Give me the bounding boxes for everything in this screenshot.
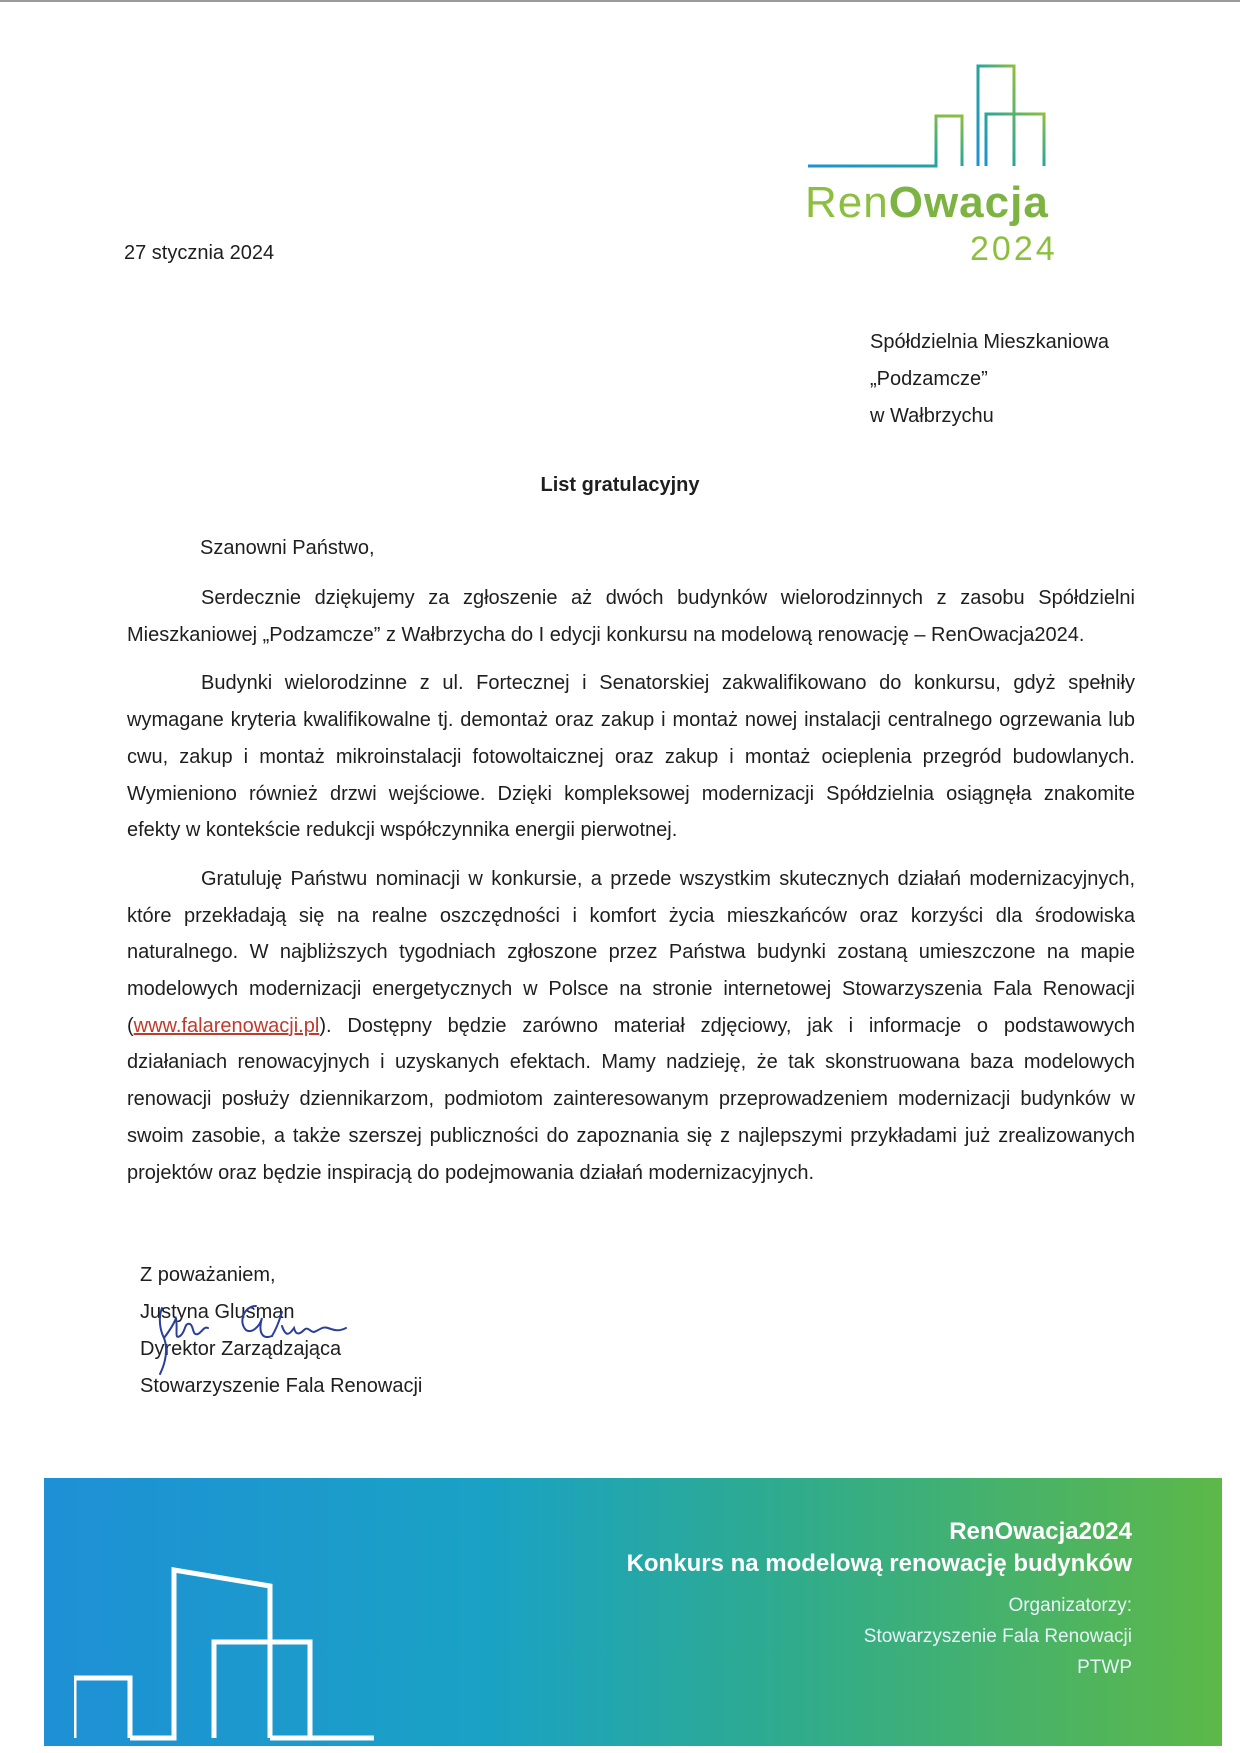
recipient-line-2: „Podzamcze” [870, 368, 988, 390]
signer-organization: Stowarzyszenie Fala Renowacji [140, 1375, 423, 1397]
signer-name: Justyna Glusman [140, 1301, 295, 1323]
letter-greeting: Szanowni Państwo, [200, 537, 375, 559]
banner-organizers-label: Organizatorzy: [1008, 1595, 1132, 1616]
banner-organizer-2: PTWP [1077, 1657, 1132, 1678]
logo-year: 2024 [970, 230, 1058, 268]
recipient-line-1: Spółdzielnia Mieszkaniowa [870, 331, 1110, 353]
paragraph-2: Budynki wielorodzinne z ul. Fortecznej i Senatorskiej zakwalifikowano do konkursu, gdyż spełniły wymagane kryteria kwalifikowalne tj. demontaż oraz zakup i montaż nowej instalacji centralnego ogrzewania lub cwu, zakup i montaż mikroinstalacji fotowoltaicznej oraz zakup i montaż ocieplenia przegród budowlanych. Wymieniono również drzwi wejściowe. Dzięki kompleksowej modernizacji Spółdzielnia osiągnęła znakomite efekty w kontekście redukcji współczynnika energii pierwotnej. [127, 672, 1135, 842]
logo-highlight: Owacja [888, 178, 1049, 227]
recipient-line-3: w Wałbrzychu [870, 405, 994, 427]
letter-body [127, 580, 1135, 1203]
recipient-address [870, 324, 1109, 435]
banner-text [627, 1516, 1132, 1683]
paragraph-3 [127, 861, 1135, 1191]
logo-wordmark [805, 178, 1049, 228]
banner-subtitle: Konkurs na modelową renowację budynków [626, 1550, 1132, 1577]
website-link[interactable]: www.falarenowacji.pl [133, 1014, 320, 1037]
logo-prefix: Ren [805, 178, 889, 227]
banner-title: RenOwacja2024 [949, 1518, 1132, 1545]
paragraph-3-start: Gratuluję Państwu nominacji w konkursie, a przede wszystkim skutecznych działań modernizacyjnych, które przekładają się na realne oszczędności i komfort życia mieszkańców oraz korzyści dla środowiska naturalnego. W najbliższych tygodniach zgłoszone przez Państwa budynki zostaną umieszczone na mapie modelowych modernizacji energetycznych w Polsce na stronie internetowej Stowarzyszenia Fala Renowacji ( [127, 867, 1135, 1037]
paragraph-3-end: ). Dostępny będzie zarówno materiał zdjęciowy, jak i informacje o podstawowych działaniach renowacyjnych i uzyskanych efektach. Mamy nadzieję, że tak skonstruowana baza modelowych renowacji posłuży dziennikarzom, podmiotom zainteresowanym przeprowadzeniem modernizacji budynków w swoim zasobie, a także szerszej publiczności do zapoznania się z najlepszymi przykładami już zrealizowanych projektów oraz będzie inspiracją do podejmowania działań modernizacyjnych. [127, 1014, 1135, 1184]
handwritten-signature-icon [140, 1278, 380, 1378]
letter-title: List gratulacyjny [540, 474, 700, 496]
buildings-outline-icon [74, 1538, 374, 1748]
paragraph-1: Serdecznie dziękujemy za zgłoszenie aż dwóch budynków wielorodzinnych z zasobu Spółdzielni Mieszkaniowej „Podzamcze” z Wałbrzycha do I edycji konkursu na modelową renowację – RenOwacja2024. [127, 587, 1135, 646]
top-border-line [0, 0, 1240, 2]
footer-banner [44, 1478, 1222, 1746]
banner-organizer-1: Stowarzyszenie Fala Renowacji [863, 1626, 1132, 1647]
signer-role: Dyrektor Zarządzająca [140, 1338, 342, 1360]
letter-date: 27 stycznia 2024 [124, 242, 275, 264]
closing-salutation: Z poważaniem, [140, 1264, 276, 1286]
